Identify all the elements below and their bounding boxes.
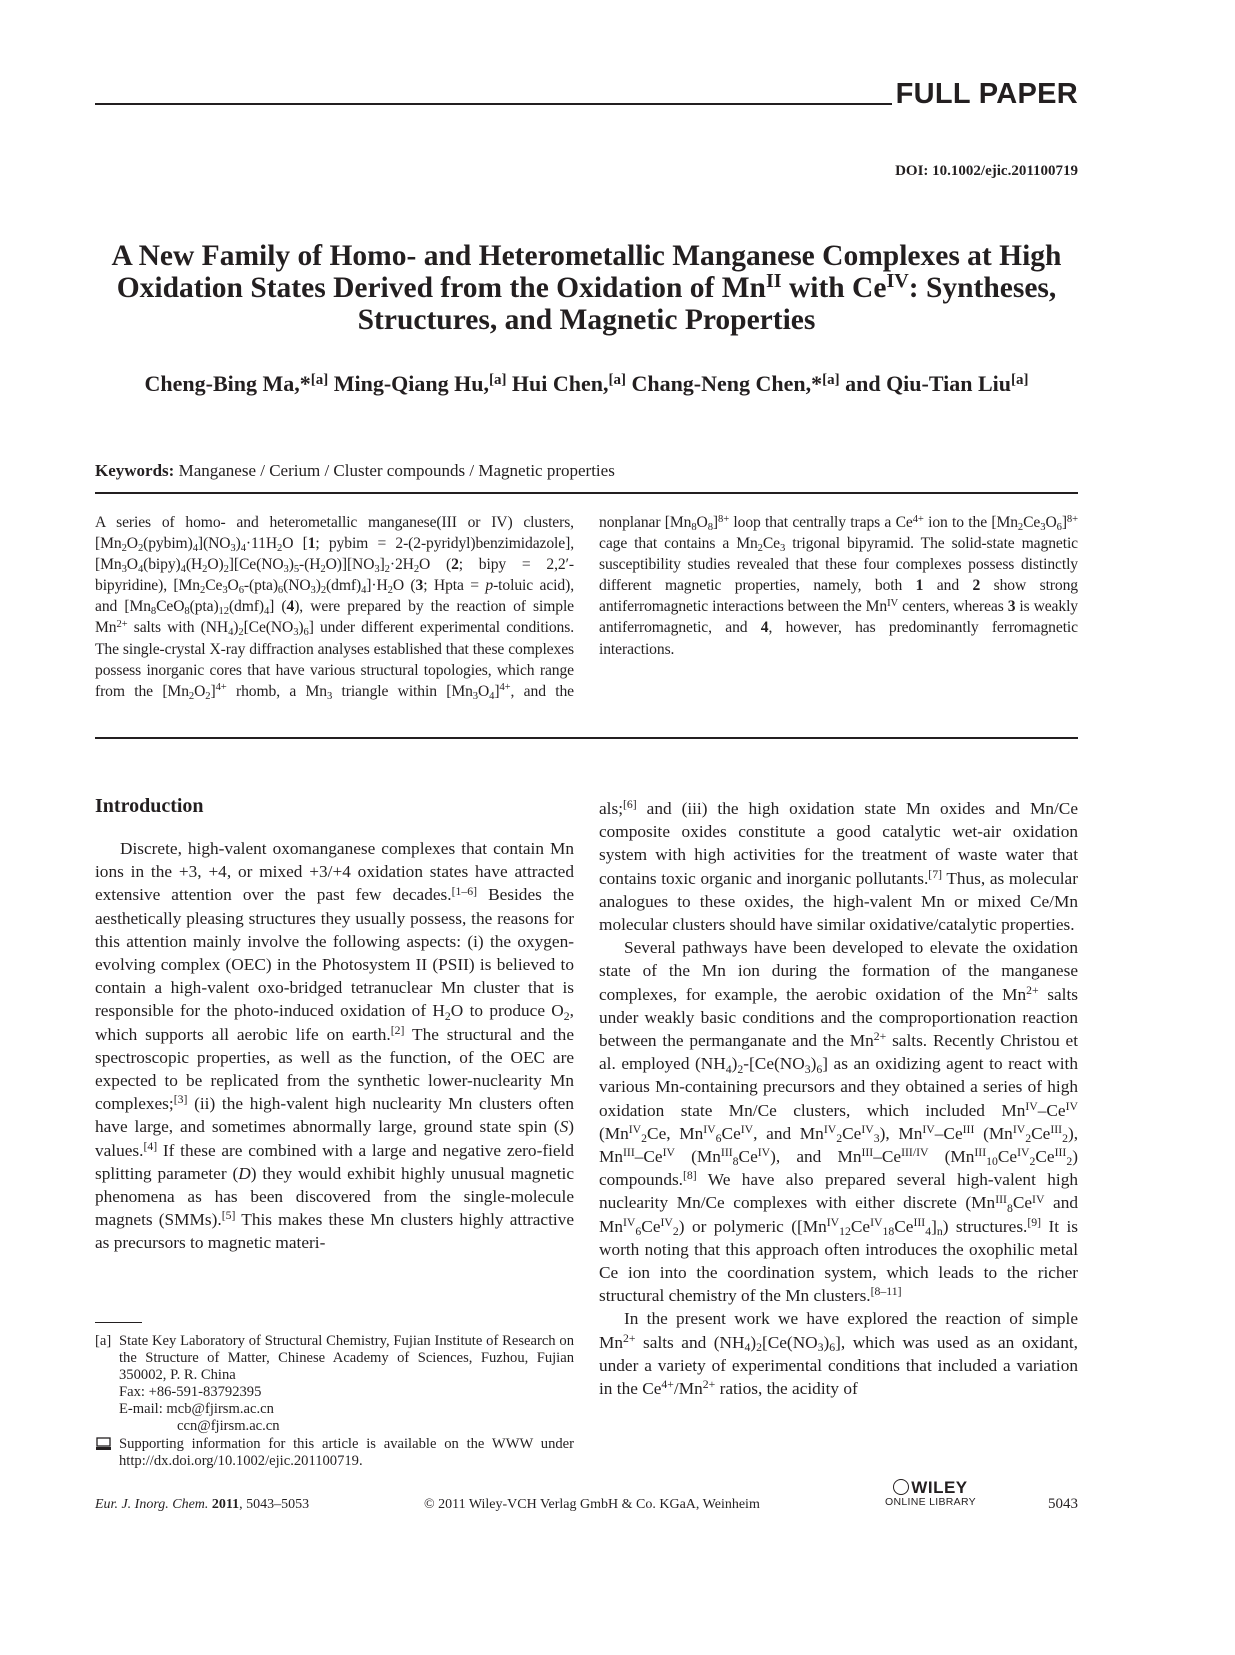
- divider: [95, 492, 1078, 494]
- header-rule: [95, 103, 892, 105]
- section-label: FULL PAPER: [895, 78, 1078, 110]
- supporting-info-text[interactable]: Supporting information for this article is available on the WWW under http://dx.doi.org/10.1002/ejic.201100719.: [119, 1436, 574, 1469]
- keywords-value: Manganese / Cerium / Cluster compounds / Magnetic properties: [174, 461, 615, 480]
- paragraph: Discrete, high-valent oxomanganese complexes that contain Mn ions in the +3, +4, or mixed +3/+4 oxidation states have attracted extensive attention over the past few decades.[1–6] Besides the aesthetically pleasing structures they usually possess, the reasons for this attention mainly involve the following aspects: (i) the oxygen-evolving complex (OEC) in the Photosystem II (PSII) is believed to contain a high-valent oxo-bridged tetranuclear Mn cluster that is responsible for the photo-induced oxidation of $H_2O$ to produce $O_2$, which supports all aerobic life on earth.[2] The structural and the spectroscopic properties, as well as the function, of the OEC are expected to be replicated from the synthetic lower-nuclearity Mn complexes;[3] (ii) the high-valent high nuclearity Mn clusters often have large, and sometimes abnormally large, ground state spin (S) values.[4] If these are combined with a large and negative zero-field splitting parameter (D) they would exhibit highly unusual magnetic phenomena as has been discovered from the single-molecule magnets (SMMs).[5] This makes these Mn clusters highly attractive as precursors to magnetic materi-: [95, 839, 574, 1253]
- keywords-label: Keywords:: [95, 461, 175, 480]
- journal-name: Eur. J. Inorg. Chem.: [95, 1497, 209, 1512]
- paragraph: In the present work we have explored the reaction of simple $Mn^{2+}$ salts and $(NH_4)_2[Ce(NO_3)_6]$, which was used as an oxidant, under a variety of experimental conditions that included a variation in the $Ce^{4+}/Mn^{2+}$ ratios, the acidity of: [599, 1309, 1078, 1399]
- paragraph: Several pathways have been developed to elevate the oxidation state of the Mn ion during the formation of the manganese complexes, for example, the aerobic oxidation of the $Mn^{2+}$ salts under weakly basic conditions and the comproportionation reaction between the permanganate and the $Mn^{2+}$ salts. Recently Christou et al. employed $(NH_4)_2-[Ce(NO_3)_6]$ as an oxidizing agent to react with various Mn-containing precursors and they obtained a series of high oxidation state Mn/Ce clusters, which included $Mn^{IV}-Ce^{IV}$ ($Mn^{IV}_2Ce$, $Mn^{IV}_6Ce^{IV}$, and $Mn^{IV}_2Ce^{IV}_3$), $Mn^{IV}-Ce^{III}$ $(Mn^{IV}_2Ce^{III}_2)$, $Mn^{III}-Ce^{IV}$ $(Mn^{III}_8Ce^{IV})$, and $Mn^{III}-Ce^{III/IV}$ $(Mn^{III}_{10}Ce^{IV}_2Ce^{III}_2)$ compounds.[8] We have also prepared several high-valent high nuclearity Mn/Ce complexes with either discrete ($Mn^{III}_8Ce^{IV}$ and $Mn^{IV}_6Ce^{IV}_2$) or polymeric $([Mn^{IV}_{12}Ce^{IV}_{18}Ce^{III}_4]_n)$ structures.[9] It is worth noting that this approach often introduces the oxophilic metal Ce ion into the coordination system, which leads to the richer structural chemistry of the Mn clusters.[8–11]: [599, 938, 1079, 1306]
- wiley-logo: [885, 1478, 976, 1508]
- fax: Fax: +86-591-83792395: [119, 1384, 262, 1400]
- supporting-info-footnote: [95, 1436, 574, 1470]
- paper-title: A New Family of Homo- and Heterometallic Manganese Complexes at High Oxidation States Derived from the Oxidation of $Mn^{II}$ with $Ce^{IV}$: Syntheses, Structures, and Magnetic Properties: [111, 240, 1062, 336]
- doi: DOI: 10.1002/ejic.201100719: [895, 163, 1078, 179]
- email[interactable]: E-mail: mcb@fjirsm.ac.cn: [119, 1401, 274, 1417]
- computer-icon: [95, 1436, 119, 1470]
- journal-citation: [95, 1497, 309, 1513]
- page-number: 5043: [1048, 1496, 1078, 1512]
- body-column-right: [599, 797, 1078, 1400]
- email[interactable]: ccn@fjirsm.ac.cn: [177, 1418, 280, 1434]
- logo-text: WILEY: [911, 1478, 968, 1497]
- abstract: A series of homo- and heterometallic manganese(III or IV) clusters, $[Mn_2O_2(pybim)_4](NO_3)_4\cdot 11H_2O$ [1; pybim = 2-(2-pyridyl)benzimidazole], $[Mn_3O_4(bipy)_4(H_2O)_2][Ce(NO_3)_5-(H_2O)][NO_3]_2\cdot 2H_2O$ (2; bipy = 2,2′-bipyridine), $[Mn_2Ce_3O_6-(pta)_6(NO_3)_2(dmf)_4]\cdot H_2O$ (3; Hpta = p-toluic acid), and $[Mn_8CeO_8(pta)_{12}(dmf)_4]$ (4), were prepared by the reaction of simple $Mn^{2+}$ salts with $(NH_4)_2[Ce(NO_3)_6]$ under different experimental conditions. The single-crystal X-ray diffraction analyses established that these complexes possess inorganic cores that have various structural topologies, which range from the $[Mn_2O_2]^{4+}$ rhomb, a $Mn_3$ triangle within $[Mn_3O_4]^{4+}$, and the nonplanar $[Mn_8O_8]^{8+}$ loop that centrally traps a $Ce^{4+}$ ion to the $[Mn_2Ce_3O_6]^{8+}$ cage that contains a $Mn_2Ce_3$ trigonal bipyramid. The solid-state magnetic susceptibility studies revealed that these four complexes possess distinctly different magnetic properties, namely, both 1 and 2 show strong antiferromagnetic interactions between the $Mn^{IV}$ centers, whereas 3 is weakly antiferromagnetic, and 4, however, has predominantly ferromagnetic interactions.: [95, 513, 1078, 702]
- body-column-left: [95, 837, 574, 1255]
- wiley-emblem-icon: [893, 1479, 909, 1495]
- section-heading-introduction: Introduction: [95, 795, 204, 817]
- footnote-rule: [95, 1322, 142, 1323]
- copyright: © 2011 Wiley-VCH Verlag GmbH & Co. KGaA, Weinheim: [424, 1497, 760, 1512]
- footnotes: [95, 1333, 574, 1470]
- divider: [95, 737, 1078, 739]
- footnote-label: [a]: [95, 1333, 112, 1349]
- journal-year: 2011: [211, 1497, 240, 1512]
- author-list: Cheng-Bing Ma,*[a] Ming-Qiang Hu,[a] Hui Chen,[a] Chang-Neng Chen,*[a] and Qiu-Tian Liu[a]: [144, 371, 1029, 396]
- paragraph: als;[6] and (iii) the high oxidation state Mn oxides and Mn/Ce composite oxides constitute a good catalytic wet-air oxidation system with high activities for the treatment of waste water that contains toxic organic and inorganic pollutants.[7] Thus, as molecular analogues to these oxides, the high-valent Mn or mixed Ce/Mn molecular clusters should have similar oxidative/catalytic properties.: [599, 798, 1078, 935]
- affiliation-footnote: [95, 1333, 574, 1435]
- affiliation-address: State Key Laboratory of Structural Chemistry, Fujian Institute of Research on the Structure of Matter, Chinese Academy of Sciences, Fuzhou, Fujian 350002, P. R. China: [119, 1333, 574, 1383]
- journal-pages: , 5043–5053: [239, 1497, 310, 1512]
- logo-subtext: ONLINE LIBRARY: [885, 1496, 976, 1508]
- keywords: [95, 461, 615, 481]
